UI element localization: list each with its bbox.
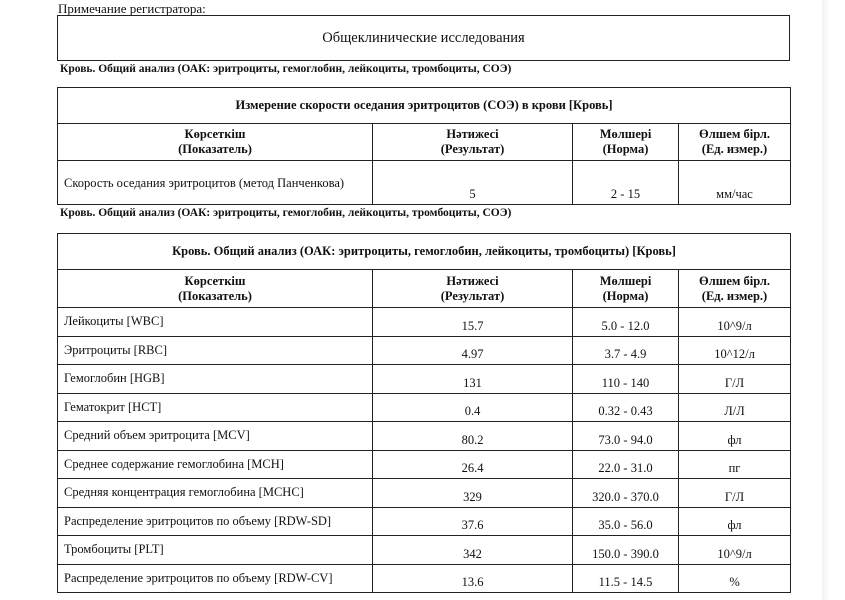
result-value: 329 [373, 479, 573, 508]
table-row [58, 450, 791, 479]
norm-range: 22.0 - 31.0 [573, 450, 679, 479]
section-title-esr: Кровь. Общий анализ (ОАК: эритроциты, гемоглобин, лейкоциты, тромбоциты, СОЭ) [60, 63, 512, 75]
unit-value: фл [679, 507, 791, 536]
norm-range: 3.7 - 4.9 [573, 336, 679, 365]
general-tests-title: Общеклинические исследования [322, 29, 525, 46]
unit-value: 10^12/л [679, 336, 791, 365]
result-value: 15.7 [373, 308, 573, 337]
table-row [58, 479, 791, 508]
general-tests-box [57, 15, 790, 61]
table-row [58, 365, 791, 394]
indicator-name: Гематокрит [HCT] [58, 393, 373, 422]
indicator-name: Скорость оседания эритроцитов (метод Панченкова) [58, 161, 373, 205]
result-value: 342 [373, 536, 573, 565]
header-indicator: Көрсеткіш (Показатель) [58, 270, 373, 308]
unit-value: Л/Л [679, 393, 791, 422]
indicator-name: Средний объем эритроцита [MCV] [58, 422, 373, 451]
header-unit: Өлшем бірл. (Ед. измер.) [679, 124, 791, 161]
table-row [58, 336, 791, 365]
esr-table [57, 87, 791, 205]
header-indicator: Көрсеткіш (Показатель) [58, 124, 373, 161]
table-row [58, 393, 791, 422]
registrar-note: Примечание регистратора: [58, 1, 206, 16]
indicator-name: Среднее содержание гемоглобина [MCH] [58, 450, 373, 479]
table-row [58, 536, 791, 565]
result-value: 80.2 [373, 422, 573, 451]
indicator-name: Эритроциты [RBC] [58, 336, 373, 365]
header-result: Нәтижесі (Результат) [373, 270, 573, 308]
indicator-name: Гемоглобин [HGB] [58, 365, 373, 394]
indicator-name: Распределение эритроцитов по объему [RDW-CV] [58, 564, 373, 593]
norm-range: 11.5 - 14.5 [573, 564, 679, 593]
norm-range: 150.0 - 390.0 [573, 536, 679, 565]
result-value: 0.4 [373, 393, 573, 422]
page-edge-shadow [822, 0, 845, 600]
esr-table-caption: Измерение скорости оседания эритроцитов (СОЭ) в крови [Кровь] [58, 88, 791, 124]
unit-value: Г/Л [679, 479, 791, 508]
table-row [58, 422, 791, 451]
result-value: 26.4 [373, 450, 573, 479]
result-value: 5 [373, 161, 573, 205]
cbc-header-row [58, 270, 791, 308]
norm-range: 73.0 - 94.0 [573, 422, 679, 451]
table-row [58, 308, 791, 337]
result-value: 13.6 [373, 564, 573, 593]
unit-value: 10^9/л [679, 536, 791, 565]
unit-value: Г/Л [679, 365, 791, 394]
esr-header-row [58, 124, 791, 161]
indicator-name: Распределение эритроцитов по объему [RDW-SD] [58, 507, 373, 536]
unit-value: фл [679, 422, 791, 451]
unit-value: мм/час [679, 161, 791, 205]
unit-value: пг [679, 450, 791, 479]
table-row [58, 161, 791, 205]
norm-range: 320.0 - 370.0 [573, 479, 679, 508]
unit-value: 10^9/л [679, 308, 791, 337]
result-value: 37.6 [373, 507, 573, 536]
cbc-table-caption: Кровь. Общий анализ (ОАК: эритроциты, гемоглобин, лейкоциты, тромбоциты) [Кровь] [58, 234, 791, 270]
table-row [58, 564, 791, 593]
unit-value: % [679, 564, 791, 593]
norm-range: 35.0 - 56.0 [573, 507, 679, 536]
header-norm: Мөлшері (Норма) [573, 124, 679, 161]
header-unit: Өлшем бірл. (Ед. измер.) [679, 270, 791, 308]
indicator-name: Тромбоциты [PLT] [58, 536, 373, 565]
indicator-name: Лейкоциты [WBC] [58, 308, 373, 337]
result-value: 4.97 [373, 336, 573, 365]
norm-range: 2 - 15 [573, 161, 679, 205]
table-row [58, 507, 791, 536]
norm-range: 5.0 - 12.0 [573, 308, 679, 337]
header-result: Нәтижесі (Результат) [373, 124, 573, 161]
section-title-cbc: Кровь. Общий анализ (ОАК: эритроциты, гемоглобин, лейкоциты, тромбоциты, СОЭ) [60, 207, 512, 219]
norm-range: 110 - 140 [573, 365, 679, 394]
indicator-name: Средняя концентрация гемоглобина [MCHC] [58, 479, 373, 508]
norm-range: 0.32 - 0.43 [573, 393, 679, 422]
cbc-table [57, 233, 791, 593]
header-norm: Мөлшері (Норма) [573, 270, 679, 308]
result-value: 131 [373, 365, 573, 394]
